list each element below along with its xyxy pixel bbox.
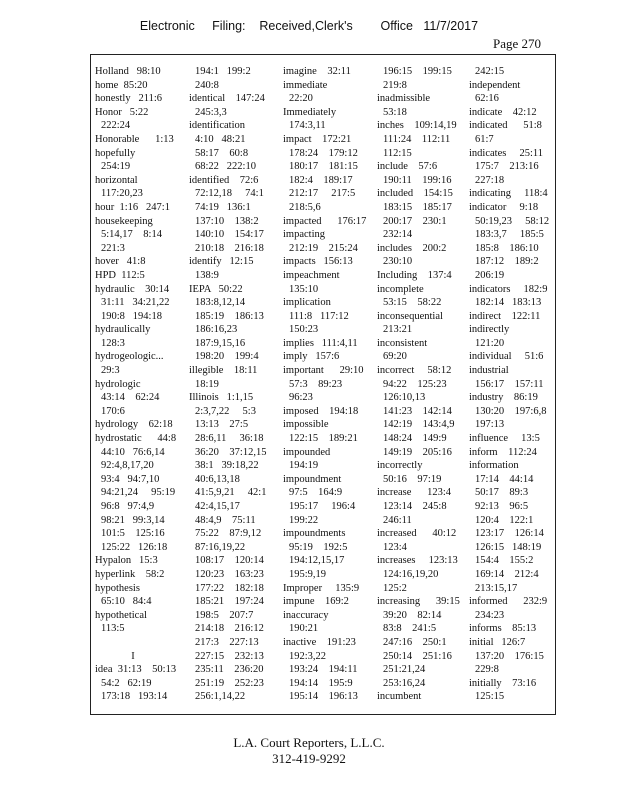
index-entry: inform 112:24 — [469, 446, 537, 458]
index-entry: 170:6 — [101, 405, 125, 417]
index-entry: 227:18 — [475, 174, 505, 186]
index-entry: 210:18 216:18 — [195, 242, 264, 254]
index-entry: hydraulically — [95, 324, 151, 336]
index-entry: informs 85:13 — [469, 623, 537, 635]
index-entry: hydrogeologic... — [95, 351, 164, 363]
index-entry: 125:15 — [475, 691, 505, 703]
index-entry: 183:3,7 185:5 — [475, 229, 544, 241]
index-column-2 — [189, 65, 279, 704]
index-entry: indicate 42:12 — [469, 106, 537, 118]
index-entry: 227:15 232:13 — [195, 650, 264, 662]
index-entry: 185:21 197:24 — [195, 596, 264, 608]
index-entry: 43:14 62:24 — [101, 392, 160, 404]
index-entry: hover 41:8 — [95, 256, 146, 268]
index-entry: 5:14,17 8:14 — [101, 229, 162, 241]
index-entry: hyperlink 58:2 — [95, 568, 165, 580]
index-entry: incomplete — [377, 283, 424, 295]
index-entry: hydrologic — [95, 378, 141, 390]
index-entry: impossible — [283, 419, 329, 431]
index-entry: 194:19 — [289, 460, 319, 472]
index-entry: 194:12,15,17 — [289, 555, 345, 567]
index-entry: 92:13 96:5 — [475, 501, 529, 512]
index-column-5 — [469, 65, 559, 704]
index-entry: incorrect 58:12 — [377, 365, 452, 377]
index-entry: inches 109:14,19 — [377, 120, 457, 132]
index-entry: 195:17 196:4 — [289, 501, 356, 512]
index-entry: 180:17 181:15 — [289, 161, 358, 173]
index-entry: 126:15 148:19 — [475, 541, 542, 553]
index-entry: 185:19 186:13 — [195, 310, 264, 322]
index-entry: increases 123:13 — [377, 555, 458, 567]
index-entry: 214:18 216:12 — [195, 623, 264, 635]
index-entry: 13:13 27:5 — [195, 419, 249, 431]
index-entry: 69:20 — [383, 351, 407, 363]
index-entry: 96:23 — [289, 392, 313, 404]
index-entry: 195:9,19 — [289, 568, 327, 580]
index-entry: 54:2 62:19 — [101, 677, 152, 689]
index-entry: 230:10 — [383, 256, 413, 268]
index-entry: Including 137:4 — [377, 269, 452, 281]
index-entry: 254:19 — [101, 161, 131, 173]
index-entry: independent — [469, 79, 521, 91]
index-entry: Improper 135:9 — [283, 582, 360, 594]
index-entry: 182:4 189:17 — [289, 174, 353, 186]
index-entry: 41:5,9,21 42:1 — [195, 487, 267, 499]
footer-phone: 312-419-9292 — [272, 751, 346, 766]
index-entry: 29:3 — [101, 365, 120, 377]
index-entry: 62:16 — [475, 93, 499, 105]
index-entry: 126:10,13 — [383, 392, 426, 404]
index-entry: 130:20 197:6,8 — [475, 405, 547, 417]
index-entry: 212:19 215:24 — [289, 242, 358, 254]
index-entry: 137:10 138:2 — [195, 215, 259, 227]
index-entry: 83:8 241:5 — [383, 623, 437, 635]
index-entry: 190:8 194:18 — [101, 310, 162, 322]
index-entry: increased 40:12 — [377, 528, 457, 540]
index-entry: initially 73:16 — [469, 677, 537, 689]
index-entry: 120:23 163:23 — [195, 568, 264, 580]
index-entry: 194:1 199:2 — [195, 66, 251, 77]
index-entry: 194:14 195:9 — [289, 677, 353, 689]
index-entry: 250:14 251:16 — [383, 650, 452, 662]
index-entry: 50:17 89:3 — [475, 487, 529, 499]
index-entry: 222:24 — [101, 120, 131, 132]
index-entry: 198:20 199:4 — [195, 351, 259, 363]
index-entry: 213:21 — [383, 324, 413, 336]
index-entry: 74:19 136:1 — [195, 201, 251, 213]
index-entry: 192:3,22 — [289, 650, 327, 662]
index-entry: 200:17 230:1 — [383, 215, 447, 227]
index-entry: 65:10 84:4 — [101, 596, 152, 608]
index-entry: indirectly — [469, 324, 510, 336]
index-entry: influence 13:5 — [469, 433, 540, 445]
index-entry: inconsistent — [377, 337, 428, 349]
index-entry: 229:8 — [475, 664, 499, 676]
index-entry: 156:17 157:11 — [475, 378, 544, 390]
index-entry: inadmissible — [377, 93, 431, 105]
index-entry: hour 1:16 247:1 — [95, 201, 170, 213]
index-entry: 199:22 — [289, 514, 319, 526]
index-entry: 95:19 192:5 — [289, 541, 348, 553]
index-entry: illegible 18:11 — [189, 365, 258, 377]
index-entry: initial 126:7 — [469, 636, 526, 648]
index-column-3 — [283, 65, 373, 704]
index-entry: 140:10 154:17 — [195, 229, 264, 241]
index-entry: implication — [283, 297, 331, 309]
index-entry: 22:20 — [289, 93, 313, 105]
index-entry: 173:18 193:14 — [101, 691, 168, 703]
index-entry: 142:19 143:4,9 — [383, 419, 455, 431]
index-entry: identical 147:24 — [189, 93, 265, 105]
index-entry: 125:2 — [383, 582, 407, 594]
index-entry: 48:4,9 75:11 — [195, 514, 256, 526]
index-entry: impune 169:2 — [283, 596, 349, 608]
index-entry: 39:20 82:14 — [383, 609, 442, 621]
index-entry: industrial — [469, 365, 509, 377]
index-entry: indicating 118:4 — [469, 188, 548, 200]
index-entry: 72:12,18 74:1 — [195, 188, 264, 200]
index-entry: 150:23 — [289, 324, 319, 336]
index-entry: 221:3 — [101, 242, 125, 254]
index-entry: includes 200:2 — [377, 242, 447, 254]
index-entry: 245:3,3 — [195, 106, 227, 118]
filing-stamp: Electronic Filing: Received,Clerk's Office 11/7/2017 — [139, 19, 479, 33]
index-entry: 251:19 252:23 — [195, 677, 264, 689]
index-entry: 53:18 — [383, 106, 407, 118]
index-entry: 94:22 125:23 — [383, 378, 447, 390]
index-entry: hydrostatic 44:8 — [95, 433, 177, 445]
index-entry: horizontal — [95, 174, 138, 186]
index-entry: increase 123:4 — [377, 487, 452, 499]
index-entry — [95, 636, 185, 650]
index-entry: 50:16 97:19 — [383, 473, 442, 485]
index-entry: impacting — [283, 229, 325, 241]
index-entry: 246:11 — [383, 514, 412, 526]
index-entry: 122:15 189:21 — [289, 433, 358, 445]
index-entry: 193:24 194:11 — [289, 664, 358, 676]
index-entry: IEPA 50:22 — [189, 283, 243, 295]
index-entry: Immediately — [283, 106, 337, 118]
index-entry: Hypalon 15:3 — [95, 555, 158, 567]
index-entry: increasing 39:15 — [377, 596, 460, 608]
index-entry: incumbent — [377, 691, 422, 703]
index-entry: 256:1,14,22 — [195, 691, 246, 703]
index-entry: 4:10 48:21 — [195, 133, 246, 145]
index-entry: 28:6,11 36:18 — [195, 433, 264, 445]
index-entry: 123:14 245:8 — [383, 501, 447, 512]
index-entry: impacts 156:13 — [283, 256, 353, 268]
index-entry: 247:16 250:1 — [383, 636, 447, 648]
index-entry: 197:13 — [475, 419, 505, 431]
index-entry: 97:5 164:9 — [289, 487, 343, 499]
index-entry: 148:24 149:9 — [383, 433, 447, 445]
index-entry: 187:12 189:2 — [475, 256, 539, 268]
index-entry: 232:14 — [383, 229, 413, 241]
index-entry: impeachment — [283, 269, 340, 281]
index-entry: 174:3,11 — [289, 120, 326, 132]
index-entry: home 85:20 — [95, 79, 148, 91]
index-entry: 121:20 — [475, 337, 505, 349]
index-entry: 58:17 60:8 — [195, 147, 249, 159]
index-column-4 — [377, 65, 467, 704]
index-entry: 195:14 196:13 — [289, 691, 358, 703]
index-entry: 111:8 117:12 — [289, 310, 349, 322]
index-column-1 — [95, 65, 185, 704]
index-entry: 149:19 205:16 — [383, 446, 452, 458]
index-entry: 175:7 213:16 — [475, 161, 539, 173]
index-entry: 96:8 97:4,9 — [101, 501, 155, 512]
index-entry: 68:22 222:10 — [195, 161, 256, 173]
index-entry: 138:9 — [195, 269, 219, 281]
index-entry: imagine 32:11 — [283, 66, 351, 77]
index-entry: 125:22 126:18 — [101, 541, 168, 553]
index-entry: 101:5 125:16 — [101, 528, 165, 540]
index-entry: 112:15 — [383, 147, 412, 159]
index-entry: 182:14 183:13 — [475, 297, 542, 309]
index-entry: 206:19 — [475, 269, 505, 281]
index-entry: 98:21 99:3,14 — [101, 514, 165, 526]
index-entry: information — [469, 460, 519, 472]
index-entry: 44:10 76:6,14 — [101, 446, 165, 458]
index-entry: impoundment — [283, 473, 342, 485]
index-entry: 31:11 34:21,22 — [101, 297, 170, 309]
index-entry: HPD 112:5 — [95, 269, 145, 281]
index-entry: 196:15 199:15 — [383, 66, 452, 77]
index-letter-heading: I — [131, 650, 135, 662]
index-entry: inactive 191:23 — [283, 636, 356, 648]
index-entry: Holland 98:10 — [95, 66, 161, 77]
index-entry: 185:8 186:10 — [475, 242, 539, 254]
index-entry: 187:9,15,16 — [195, 337, 246, 349]
index-entry: 40:6,13,18 — [195, 473, 240, 485]
index-entry: include 57:6 — [377, 161, 438, 173]
index-entry: inaccuracy — [283, 609, 329, 621]
index-entry: 94:21,24 95:19 — [101, 487, 176, 499]
index-entry: 92:4,8,17,20 — [101, 460, 154, 472]
index-entry: impounded — [283, 446, 331, 458]
index-entry: indicates 25:11 — [469, 147, 543, 159]
index-entry: 183:15 185:17 — [383, 201, 452, 213]
index-entry: 36:20 37:12,15 — [195, 446, 267, 458]
index-entry: 128:3 — [101, 337, 125, 349]
index-entry: 253:16,24 — [383, 677, 426, 689]
index-entry: 178:24 179:12 — [289, 147, 358, 159]
index-entry: incorrectly — [377, 460, 423, 472]
index-entry: 198:5 207:7 — [195, 609, 254, 621]
index-entry: indicated 51:8 — [469, 120, 542, 132]
index-entry: 219:8 — [383, 79, 407, 91]
index-entry: inconsequential — [377, 310, 443, 322]
index-entry: 108:17 120:14 — [195, 555, 264, 567]
index-entry: 137:20 176:15 — [475, 650, 544, 662]
index-entry: 218:5,6 — [289, 201, 321, 213]
index-entry: 123:4 — [383, 541, 407, 553]
index-entry: 18:19 — [195, 378, 219, 390]
index-entry: 61:7 — [475, 133, 494, 145]
index-entry: 50:19,23 58:12 — [475, 215, 550, 227]
index-entry: Illinois 1:1,15 — [189, 392, 254, 404]
index-entry: 124:16,19,20 — [383, 568, 439, 580]
index-entry: hopefully — [95, 147, 136, 159]
index-entry: immediate — [283, 79, 328, 91]
index-entry: 2:3,7,22 5:3 — [195, 405, 256, 417]
index-entry: individual 51:6 — [469, 351, 544, 363]
index-entry: impacted 176:17 — [283, 215, 367, 227]
index-entry: 212:17 217:5 — [289, 188, 356, 200]
index-entry: identify 12:15 — [189, 256, 254, 268]
index-entry: indicator 9:18 — [469, 201, 539, 213]
index-entry: implies 111:4,11 — [283, 337, 358, 349]
index-entry: hypothesis — [95, 582, 140, 594]
index-entry: 123:17 126:14 — [475, 528, 544, 540]
index-entry: 93:4 94:7,10 — [101, 473, 160, 485]
index-entry: 186:16,23 — [195, 324, 238, 336]
index-entry: 135:10 — [289, 283, 319, 295]
index-entry: 169:14 212:4 — [475, 568, 539, 580]
index-entry: housekeeping — [95, 215, 153, 227]
index-entry: 111:24 112:11 — [383, 133, 451, 145]
index-entry: 234:23 — [475, 609, 505, 621]
index-entry: indirect 122:11 — [469, 310, 541, 322]
index-entry: Honorable 1:13 — [95, 133, 174, 145]
index-entry: 38:1 39:18,22 — [195, 460, 259, 472]
index-entry: 113:5 — [101, 623, 125, 635]
index-entry: 57:3 89:23 — [289, 378, 343, 390]
index-entry: 240:8 — [195, 79, 219, 91]
index-entry: included 154:15 — [377, 188, 453, 200]
index-entry: 75:22 87:9,12 — [195, 528, 262, 540]
index-entry: 213:15,17 — [475, 582, 518, 594]
index-entry: 235:11 236:20 — [195, 664, 264, 676]
index-entry: identification — [189, 120, 245, 132]
index-entry: 183:8,12,14 — [195, 297, 246, 309]
index-entry: industry 86:19 — [469, 392, 538, 404]
index-entry: 120:4 122:1 — [475, 514, 534, 526]
index-entry: 190:21 — [289, 623, 319, 635]
index-entry: important 29:10 — [283, 365, 364, 377]
index-entry: imposed 194:18 — [283, 405, 359, 417]
index-entry: 217:3 227:13 — [195, 636, 259, 648]
index-entry: 42:4,15,17 — [195, 501, 240, 512]
index-entry: 190:11 199:16 — [383, 174, 452, 186]
index-entry: 87:16,19,22 — [195, 541, 246, 553]
index-entry: honestly 211:6 — [95, 93, 162, 105]
index-entry: Honor 5:22 — [95, 106, 149, 118]
index-entry: hydraulic 30:14 — [95, 283, 170, 295]
index-entry: 17:14 44:14 — [475, 473, 534, 485]
index-entry: 141:23 142:14 — [383, 405, 452, 417]
page-number: Page 270 — [493, 36, 542, 51]
index-entry: identified 72:6 — [189, 174, 259, 186]
index-entry: informed 232:9 — [469, 596, 548, 608]
index-entry: impact 172:21 — [283, 133, 352, 145]
index-entry: 117:20,23 — [101, 188, 143, 200]
index-entry: hypothetical — [95, 609, 147, 621]
index-entry: 177:22 182:18 — [195, 582, 264, 594]
index-entry: 242:15 — [475, 66, 505, 77]
index-entry: idea 31:13 50:13 — [95, 664, 177, 676]
index-entry: hydrology 62:18 — [95, 419, 173, 431]
index-entry: imply 157:6 — [283, 351, 340, 363]
index-entry: 251:21,24 — [383, 664, 426, 676]
index-entry: 53:15 58:22 — [383, 297, 442, 309]
footer-company: L.A. Court Reporters, L.L.C. — [233, 735, 385, 750]
index-entry: indicators 182:9 — [469, 283, 548, 295]
index-entry: 154:4 155:2 — [475, 555, 534, 567]
index-entry: impoundments — [283, 528, 346, 540]
